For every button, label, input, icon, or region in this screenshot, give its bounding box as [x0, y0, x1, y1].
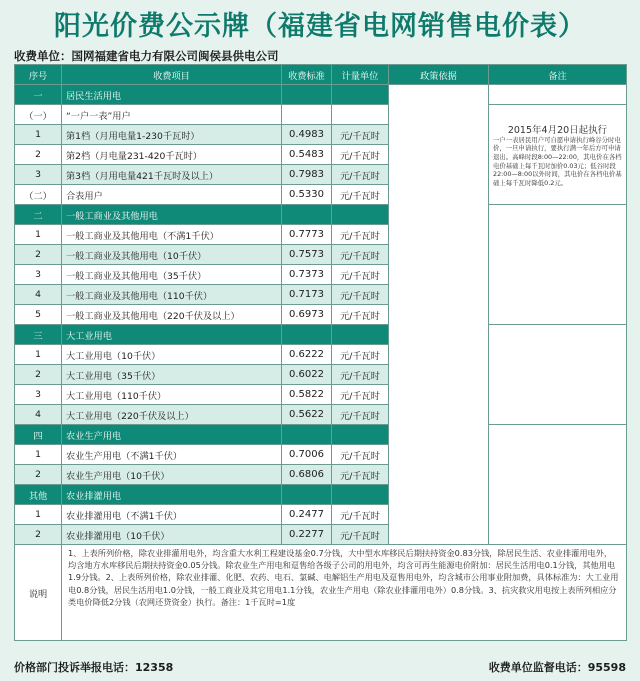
row-price	[282, 425, 332, 445]
header-row	[15, 65, 627, 85]
header-no: 序号	[15, 65, 62, 85]
row-price: 0.6022	[282, 365, 332, 385]
row-item: 第3档（月用电量421千瓦时及以上）	[62, 165, 282, 185]
row-unit: 元/千瓦时	[332, 245, 389, 265]
row-no: 2	[15, 465, 62, 485]
row-no: 1	[15, 225, 62, 245]
row-item: 大工业用电	[62, 325, 282, 345]
row-price	[282, 85, 332, 105]
row-price: 0.5483	[282, 145, 332, 165]
row-price: 0.2477	[282, 505, 332, 525]
row-item: 农业生产用电（不满1千伏）	[62, 445, 282, 465]
row-price: 0.4983	[282, 125, 332, 145]
row-item: 大工业用电（220千伏及以上）	[62, 405, 282, 425]
row-unit: 元/千瓦时	[332, 525, 389, 545]
row-price: 0.7573	[282, 245, 332, 265]
policy-basis: 发改价格[2015]748号 闽价商[2015]109号 发改价格[2015]3105号 闽价商[2016]2号	[389, 85, 489, 545]
row-unit	[332, 205, 389, 225]
table-row	[15, 325, 627, 345]
row-price: 0.5330	[282, 185, 332, 205]
row-no: （二）	[15, 185, 62, 205]
row-unit: 元/千瓦时	[332, 385, 389, 405]
header-remarks: 备注	[489, 65, 627, 85]
notes-row	[15, 545, 627, 641]
row-unit	[332, 485, 389, 505]
row-no: 其他	[15, 485, 62, 505]
row-item: 一般工商业及其他用电（10千伏）	[62, 245, 282, 265]
supervision-hotline: 收费单位监督电话：95598	[488, 661, 626, 674]
row-price: 0.7373	[282, 265, 332, 285]
row-price: 0.5822	[282, 385, 332, 405]
row-unit: 元/千瓦时	[332, 345, 389, 365]
row-price: 0.7773	[282, 225, 332, 245]
remark-agriculture	[489, 425, 627, 545]
complaint-hotline: 价格部门投诉举报电话：12358	[14, 661, 174, 674]
remark-residential	[489, 105, 627, 205]
row-item: 一般工商业及其他用电（220千伏及以上）	[62, 305, 282, 325]
row-unit: 元/千瓦时	[332, 165, 389, 185]
row-no: 5	[15, 305, 62, 325]
row-no: 4	[15, 285, 62, 305]
row-unit: 元/千瓦时	[332, 145, 389, 165]
row-item: 农业生产用电	[62, 425, 282, 445]
row-unit	[332, 85, 389, 105]
row-price	[282, 325, 332, 345]
row-unit: 元/千瓦时	[332, 365, 389, 385]
row-price: 0.2277	[282, 525, 332, 545]
row-unit: 元/千瓦时	[332, 225, 389, 245]
remark-agriculture-date: 2015年4月20日起执行	[507, 480, 608, 492]
row-no: 2	[15, 525, 62, 545]
row-no: 1	[15, 505, 62, 525]
remark-industrial-demand: 1、最大需量：39元/千瓦·月	[493, 380, 589, 389]
row-no: 1	[15, 445, 62, 465]
remark-commercial	[489, 205, 627, 325]
row-no: 2	[15, 365, 62, 385]
table-row	[15, 105, 627, 125]
remark-blank	[489, 85, 627, 105]
remark-industrial	[489, 325, 627, 425]
row-item: 大工业用电（110千伏）	[62, 385, 282, 405]
row-unit	[332, 325, 389, 345]
row-item: 大工业用电（10千伏）	[62, 345, 282, 365]
row-no: 3	[15, 165, 62, 185]
row-no: 4	[15, 405, 62, 425]
row-no: （一）	[15, 105, 62, 125]
row-price: 0.6222	[282, 345, 332, 365]
row-no: 三	[15, 325, 62, 345]
remark-industrial-capacity: 2、变压器容量：26元/千伏安·月	[493, 395, 604, 404]
remark-commercial-date: 2016年1月1日起执行	[510, 260, 605, 272]
row-unit: 元/千瓦时	[332, 445, 389, 465]
row-price: 0.7173	[282, 285, 332, 305]
row-no: 2	[15, 145, 62, 165]
row-item: 一般工商业及其他用电（35千伏）	[62, 265, 282, 285]
row-item: 农业生产用电（10千伏）	[62, 465, 282, 485]
row-no: 二	[15, 205, 62, 225]
table-row	[15, 205, 627, 225]
row-no: 2	[15, 245, 62, 265]
row-no: 一	[15, 85, 62, 105]
row-item: “一户一表”用户	[62, 105, 282, 125]
price-table	[14, 64, 627, 641]
row-price	[282, 205, 332, 225]
row-unit: 元/千瓦时	[332, 265, 389, 285]
row-no: 1	[15, 125, 62, 145]
row-item: 农业排灌用电（10千伏）	[62, 525, 282, 545]
row-no: 3	[15, 385, 62, 405]
header-price: 收费标准	[282, 65, 332, 85]
row-price	[282, 105, 332, 125]
row-item: 大工业用电（35千伏）	[62, 365, 282, 385]
row-price: 0.7006	[282, 445, 332, 465]
row-unit: 元/千瓦时	[332, 465, 389, 485]
remark-industrial-basic: 基本电价：	[493, 365, 531, 374]
row-item: 合表用户	[62, 185, 282, 205]
row-price: 0.6973	[282, 305, 332, 325]
row-item: 一般工商业及其他用电（不满1千伏）	[62, 225, 282, 245]
row-price: 0.6806	[282, 465, 332, 485]
row-item: 居民生活用电	[62, 85, 282, 105]
row-item: 第2档（月电量231-420千瓦时）	[62, 145, 282, 165]
header-basis: 政策依据	[389, 65, 489, 85]
remark-residential-date: 2015年4月20日起执行	[507, 124, 608, 136]
row-no: 1	[15, 345, 62, 365]
row-unit	[332, 425, 389, 445]
row-unit: 元/千瓦时	[332, 285, 389, 305]
row-item: 一般工商业及其他用电（110千伏）	[62, 285, 282, 305]
page-title: 阳光价费公示牌（福建省电网销售电价表）	[54, 11, 586, 42]
row-no: 四	[15, 425, 62, 445]
row-item: 第1档（月用电量1-230千瓦时）	[62, 125, 282, 145]
row-price: 0.7983	[282, 165, 332, 185]
row-unit: 元/千瓦时	[332, 125, 389, 145]
header-unit: 计量单位	[332, 65, 389, 85]
row-item: 一般工商业及其他用电	[62, 205, 282, 225]
row-unit: 元/千瓦时	[332, 505, 389, 525]
remark-industrial-date: 2016年1月1日起执行	[510, 348, 605, 359]
notes-label: 说明	[15, 545, 62, 641]
table-row	[15, 85, 627, 105]
row-price: 0.5622	[282, 405, 332, 425]
table-row	[15, 425, 627, 445]
row-item: 农业排灌用电	[62, 485, 282, 505]
row-no: 3	[15, 265, 62, 285]
row-unit: 元/千瓦时	[332, 305, 389, 325]
row-unit: 元/千瓦时	[332, 185, 389, 205]
notes-text: 1、上表所列价格，除农业排灌用电外，均含重大水利工程建设基金0.7分钱，大中型水库移民后期扶持资金0.83分钱，除居民生活、农业排灌用电外，均含地方水库移民后期扶持资金0.05分钱。除农业生产用电和趸售给各级子公司的用电外，均含可再生能源电价附加：居民生活用电0.1分钱，其他用电1.9分钱。2、上表所列价格，除农业排灌、化肥、农药、电石、氯碱、电解铝生产用电及趸售用电外，均含城市公用事业附加费，具体标准为：大工业用电0.8分钱，居民生活用电1.0分钱，一般工商业及其它用电1.1分钱，农业生产用电（除农业排灌用电外）0.8分钱。3、抗灾救灾用电按上表所列相应分类电价降低2分钱（农网还贷资金）执行。备注：1千瓦时=1度	[62, 545, 627, 641]
row-price	[282, 485, 332, 505]
row-unit: 元/千瓦时	[332, 405, 389, 425]
header-item: 收费项目	[62, 65, 282, 85]
billing-unit: 收费单位：国网福建省电力有限公司闽侯县供电公司	[14, 49, 279, 63]
row-item: 农业排灌用电（不满1千伏）	[62, 505, 282, 525]
remark-residential-detail: 一户一表居民用户可自愿申请执行峰谷分时电价，一旦申请执行，要执行满一年后方可申请退出。高峰时段8:00—22:00，其电价在各档电价基础上每千瓦时加价0.03元；低谷时段22:00—8:00以外时间，其电价在各档电价基础上每千瓦时降低0.2元。	[493, 135, 622, 187]
row-unit	[332, 105, 389, 125]
